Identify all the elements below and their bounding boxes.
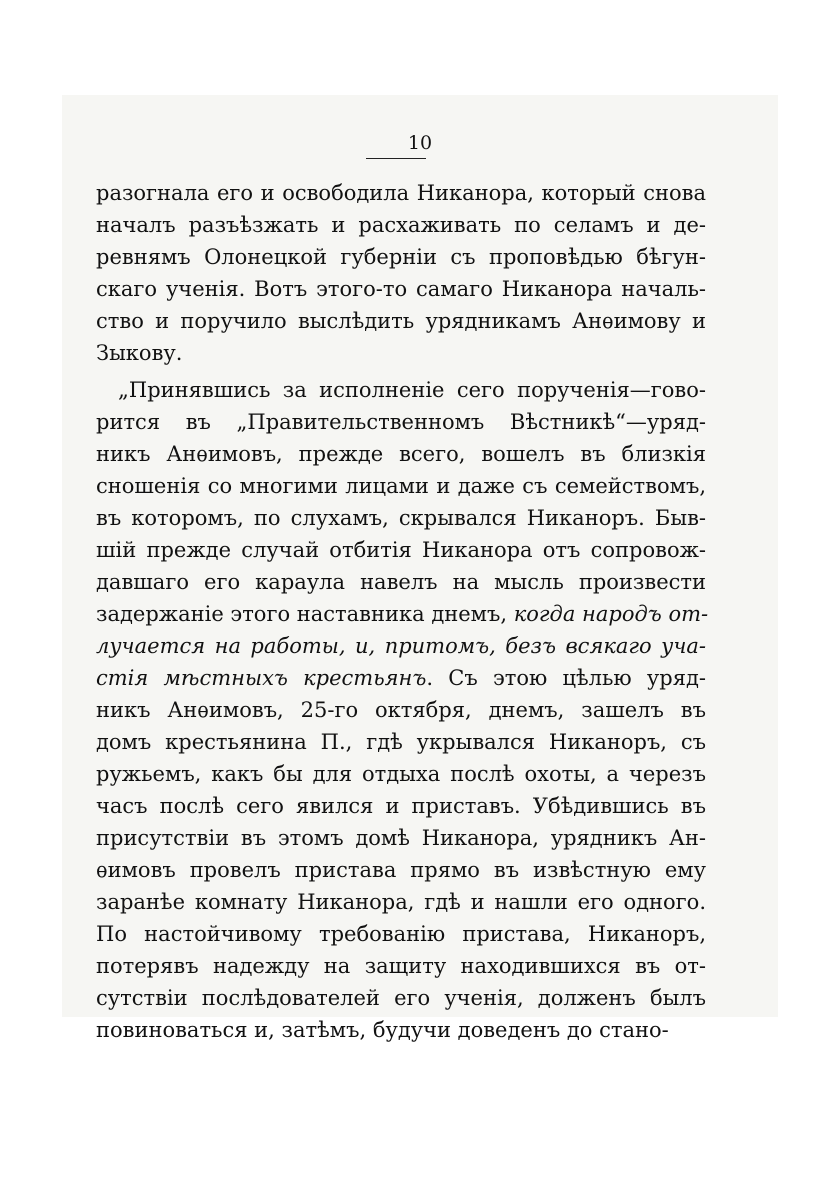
text-line <box>96 305 706 337</box>
text-line <box>96 662 706 694</box>
text-run: сутствіи послѣдователей его ученія, долженъ былъ <box>96 986 706 1010</box>
text-line <box>96 470 706 502</box>
text-line <box>96 534 706 566</box>
text-run: ѳимовъ провелъ пристава прямо въ извѣстную ему <box>96 858 706 882</box>
text-run: ревнямъ Олонецкой губерніи съ проповѣдью бѣгун- <box>96 245 706 269</box>
page-number: 10 <box>407 132 433 154</box>
text-line <box>96 918 706 950</box>
text-line <box>96 177 706 209</box>
text-line <box>96 950 706 982</box>
text-run: „Принявшись за исполненіе сего порученія—гово- <box>118 378 706 402</box>
text-run: ство и поручило выслѣдить урядникамъ Анѳимову и <box>96 309 706 333</box>
text-line <box>96 241 706 273</box>
text-line <box>96 273 706 305</box>
text-line <box>96 337 706 369</box>
italic-run: лучается на работы, и, притомъ, безъ всякаго уча- <box>96 634 706 658</box>
page-number-rule <box>366 158 426 159</box>
text-line <box>96 502 706 534</box>
text-line <box>96 374 706 406</box>
text-run: По настойчивому требованію пристава, Никаноръ, <box>96 922 706 946</box>
paragraph <box>96 374 709 1046</box>
text-run: повиноваться и, затѣмъ, будучи доведенъ до стано- <box>96 1018 669 1042</box>
text-run: въ которомъ, по слухамъ, скрывался Никаноръ. Быв- <box>96 506 706 530</box>
text-line <box>96 406 706 438</box>
text-run: никъ Анѳимовъ, прежде всего, вошелъ въ близкія <box>96 442 706 466</box>
text-run: сношенія со многими лицами и даже съ семействомъ, <box>96 474 706 498</box>
text-line <box>96 438 706 470</box>
text-line <box>96 209 706 241</box>
text-run: задержаніе этого наставника днемъ, <box>96 602 514 626</box>
text-run: началъ разъѣзжать и расхаживать по селамъ и де- <box>96 213 706 237</box>
text-line <box>96 886 706 918</box>
text-run: потерявъ надежду на защиту находившихся въ от- <box>96 954 706 978</box>
text-run: часъ послѣ сего явился и приставъ. Убѣдившись въ <box>96 794 706 818</box>
text-run: шій прежде случай отбитія Никанора отъ сопровож- <box>96 538 706 562</box>
text-line <box>96 1014 706 1046</box>
text-line <box>96 630 706 662</box>
text-line <box>96 758 706 790</box>
text-run: никъ Анѳимовъ, 25-го октября, днемъ, зашелъ въ <box>96 698 706 722</box>
text-run: разогнала его и освободила Никанора, который снова <box>96 181 706 205</box>
italic-run: когда народъ от- <box>513 602 709 626</box>
body-text <box>96 177 709 1046</box>
text-run: давшаго его караула навелъ на мысль произвести <box>96 570 706 594</box>
text-line <box>96 982 706 1014</box>
text-line <box>96 790 706 822</box>
text-line <box>96 822 706 854</box>
text-run: заранѣе комнату Никанора, гдѣ и нашли его одного. <box>96 890 706 914</box>
text-line <box>96 726 706 758</box>
text-line <box>96 694 706 726</box>
text-line <box>96 566 706 598</box>
text-run: домъ крестьянина П., гдѣ укрывался Никаноръ, съ <box>96 730 706 754</box>
text-line <box>96 854 706 886</box>
text-run: присутствіи въ этомъ домѣ Никанора, урядникъ Ан- <box>96 826 706 850</box>
text-run: скаго ученія. Вотъ этого-то самаго Никанора началь- <box>96 277 706 301</box>
text-run: . Съ этою цѣлью уряд- <box>426 666 706 690</box>
text-run: рится въ „Правительственномъ Вѣстникѣ“—уряд- <box>96 410 706 434</box>
text-run: ружьемъ, какъ бы для отдыха послѣ охоты, а черезъ <box>96 762 706 786</box>
text-line <box>96 598 709 630</box>
italic-run: стія мѣстныхъ крестьянъ <box>96 666 427 690</box>
paragraph <box>96 177 706 369</box>
text-run: Зыкову. <box>96 341 183 365</box>
